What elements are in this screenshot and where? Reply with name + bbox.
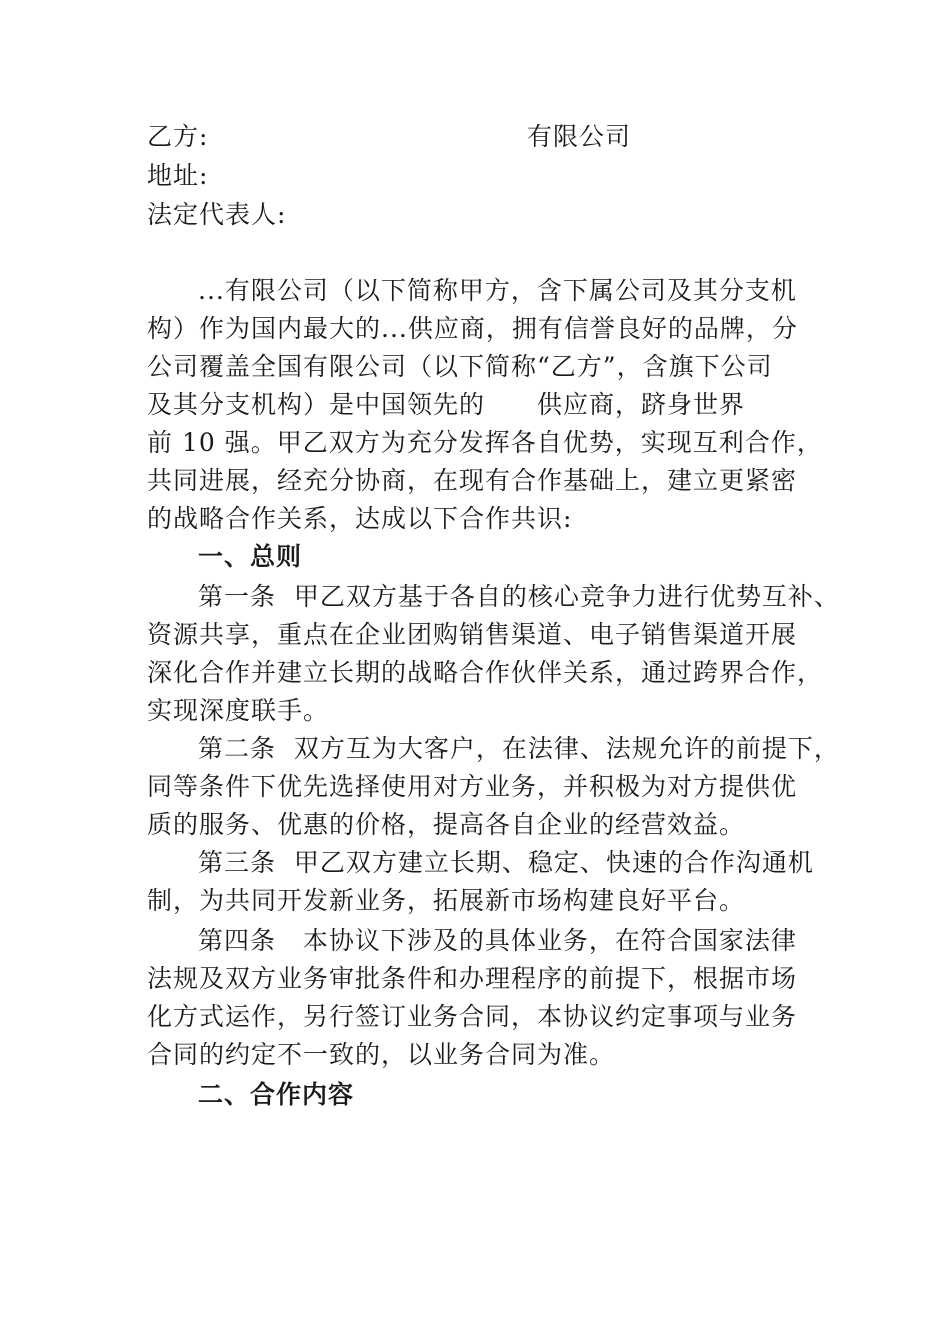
intro-line: ...有限公司（以下简称甲方，含下属公司及其分支机 [198, 276, 797, 305]
article-1-line: 第一条 甲乙双方基于各自的核心竞争力进行优势互补、 [198, 582, 840, 611]
article-2-line: 质的服务、优惠的价格，提高各自企业的经营效益。 [147, 810, 746, 839]
article-3-line: 制，为共同开发新业务，拓展新市场构建良好平台。 [147, 886, 746, 915]
intro-line: 公司覆盖全国有限公司（以下简称“乙方”，含旗下公司 [147, 352, 773, 381]
article-4-line: 合同的约定不一致的，以业务合同为准。 [147, 1040, 616, 1069]
party-b-label: 乙方: [147, 122, 209, 151]
section-heading-general: 一、总则 [198, 542, 303, 571]
article-4-line: 第四条 本协议下涉及的具体业务，在符合国家法律 [198, 926, 797, 955]
intro-line: 及其分支机构）是中国领先的 供应商，跻身世界 [147, 390, 746, 419]
section-heading-cooperation: 二、合作内容 [198, 1080, 355, 1109]
article-4-line: 法规及双方业务审批条件和办理程序的前提下，根据市场 [147, 964, 798, 993]
article-2-line: 同等条件下优先选择使用对方业务，并积极为对方提供优 [147, 772, 798, 801]
intro-line: 前 10 强。甲乙双方为充分发挥各自优势，实现互利合作， [147, 428, 823, 457]
article-4-line: 化方式运作，另行签订业务合同，本协议约定事项与业务 [147, 1002, 798, 1031]
article-2-line: 第二条 双方互为大客户，在法律、法规允许的前提下， [198, 734, 840, 763]
address-label: 地址: [147, 161, 209, 190]
intro-line: 共同进展，经充分协商，在现有合作基础上，建立更紧密 [147, 466, 798, 495]
article-1-line: 深化合作并建立长期的战略合作伙伴关系，通过跨界合作， [147, 658, 824, 687]
article-1-line: 资源共享，重点在企业团购销售渠道、电子销售渠道开展 [147, 620, 798, 649]
article-3-line: 第三条 甲乙双方建立长期、稳定、快速的合作沟通机 [198, 848, 814, 877]
intro-line: 的战略合作关系，达成以下合作共识: [147, 504, 573, 533]
party-b-company-suffix: 有限公司 [527, 122, 632, 151]
legal-representative-label: 法定代表人: [147, 200, 287, 229]
article-1-line: 实现深度联手。 [147, 696, 330, 725]
intro-line: 构）作为国内最大的...供应商，拥有信誉良好的品牌，分 [147, 314, 798, 343]
